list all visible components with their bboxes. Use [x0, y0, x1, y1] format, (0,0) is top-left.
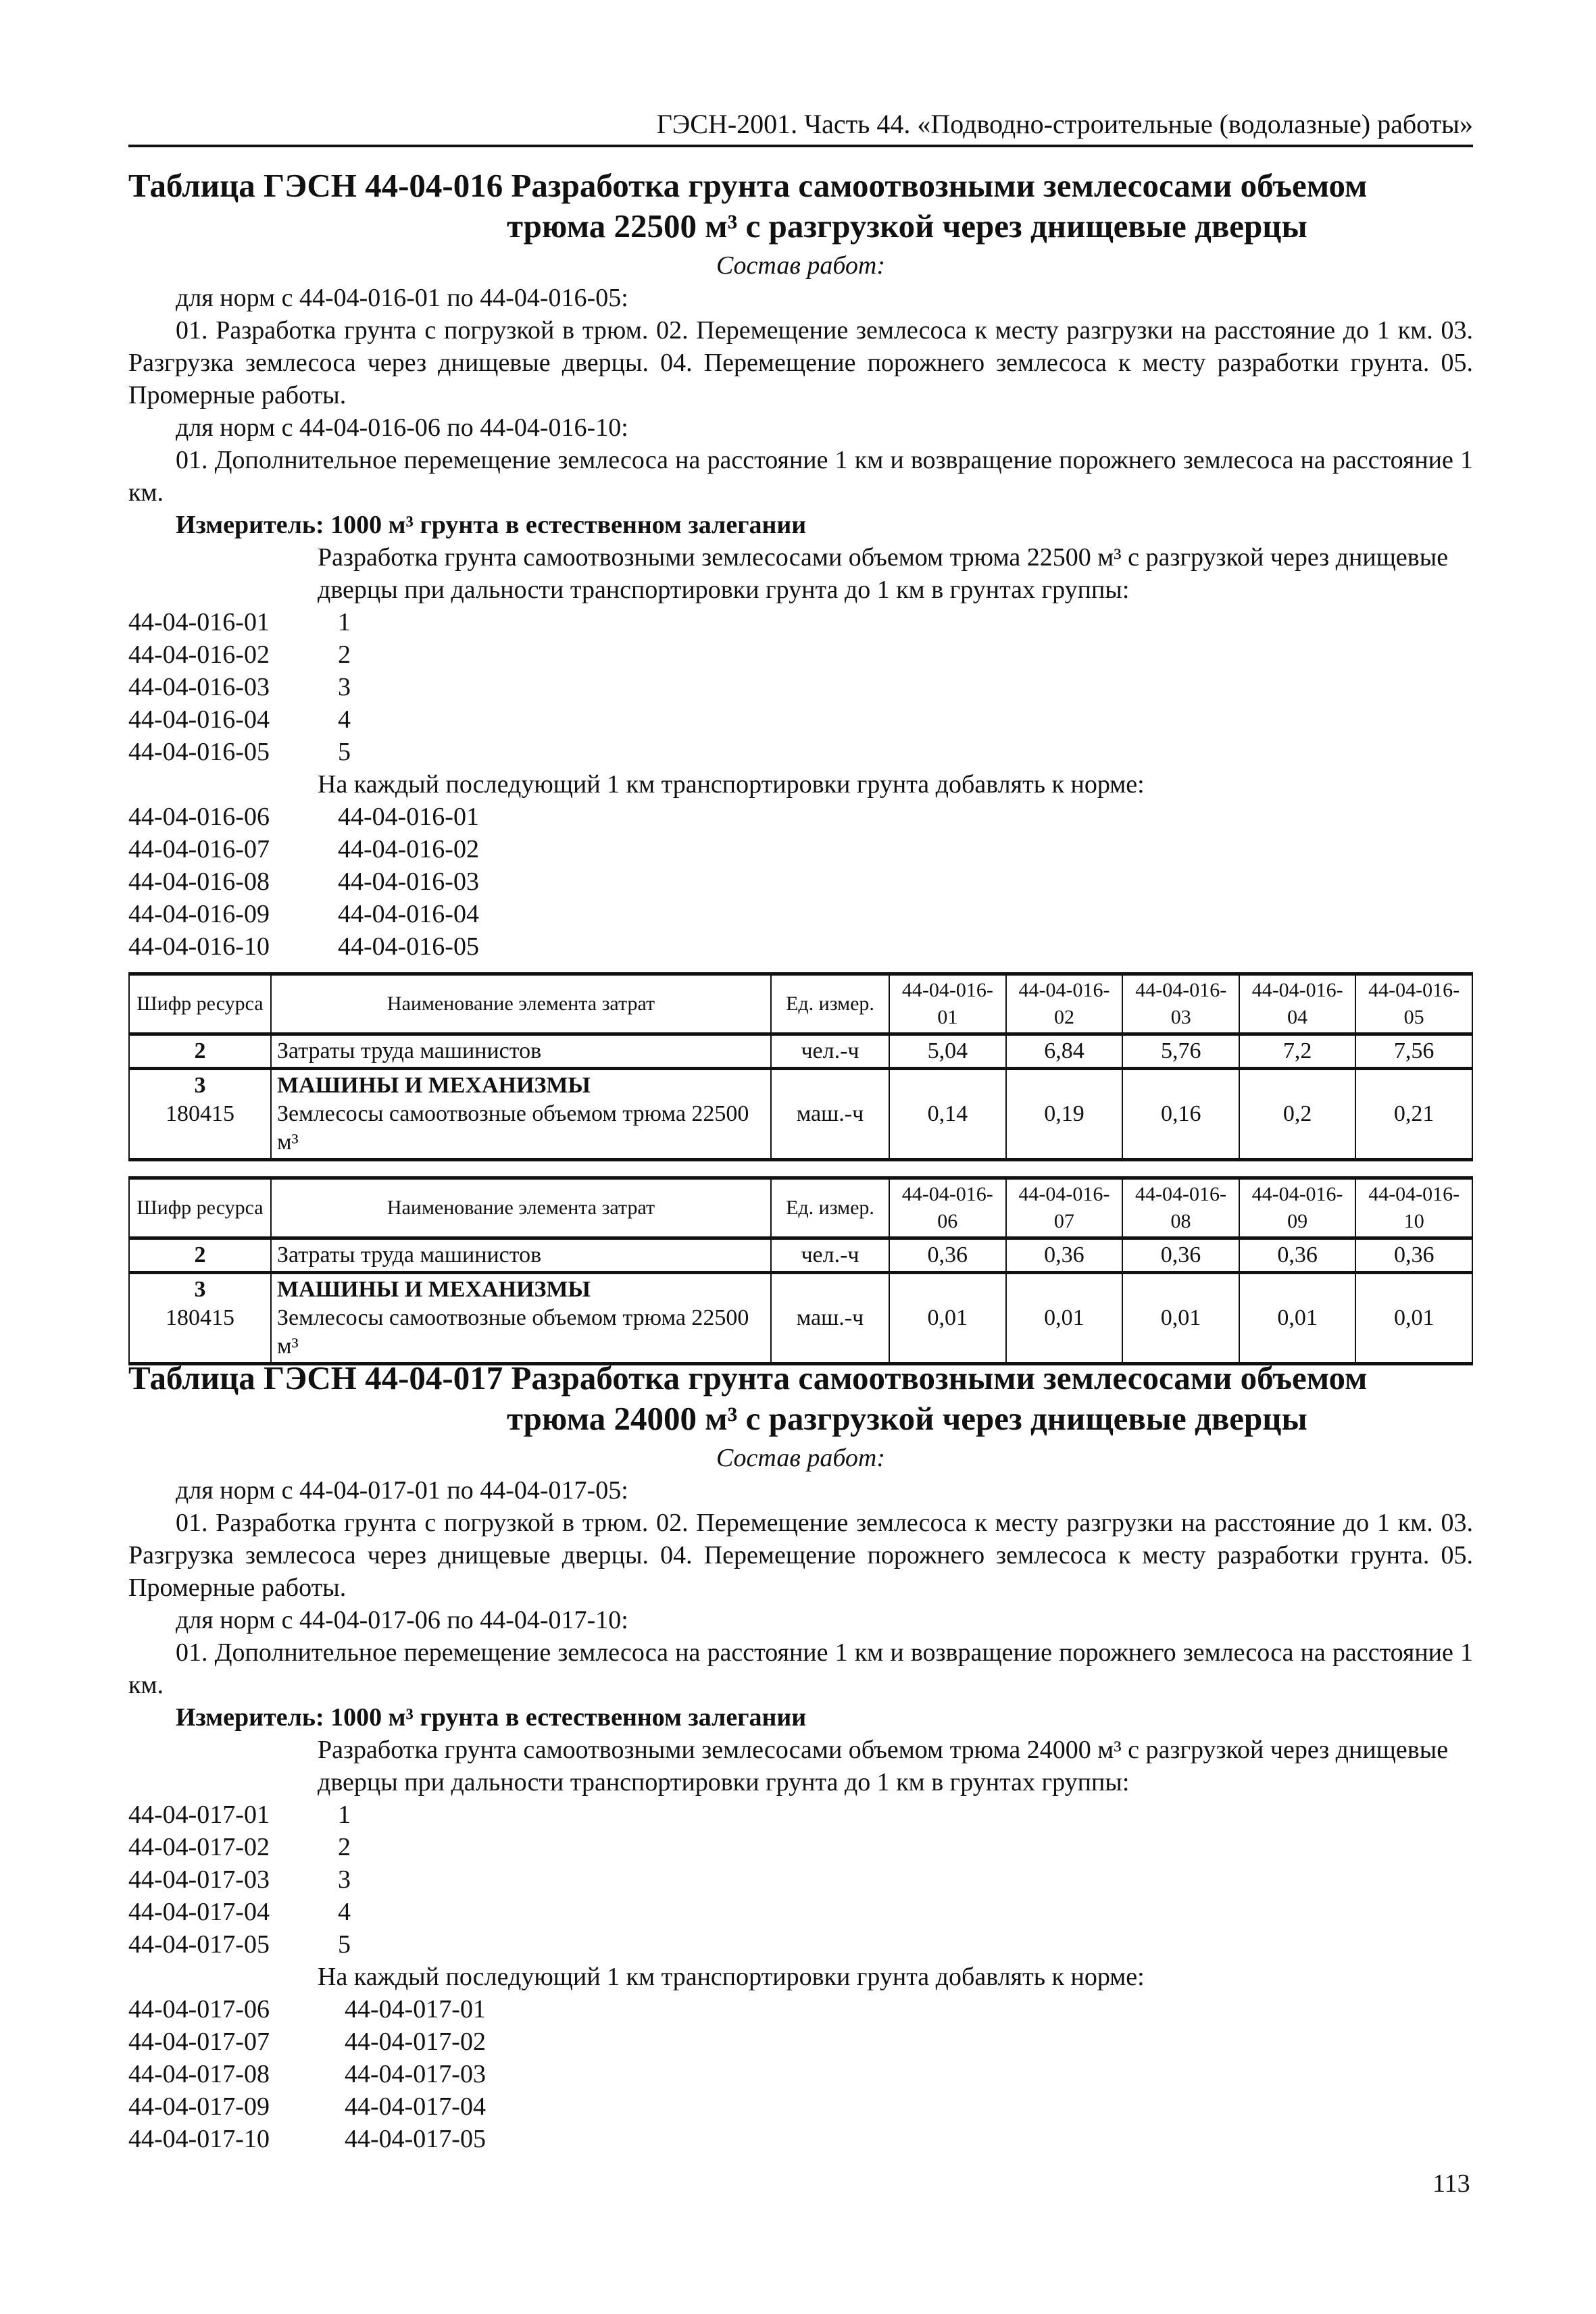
unit: маш.-ч — [771, 1069, 889, 1160]
soil-group: 2 — [338, 1833, 351, 1861]
col-norm: 44-04-016-08 — [1122, 1178, 1239, 1238]
value-cell: 7,56 — [1355, 1034, 1472, 1069]
norm-code: 44-04-017-10 — [128, 2125, 270, 2153]
value-cell: 7,2 — [1239, 1034, 1355, 1069]
col-element-name: Наименование элемента затрат — [271, 1178, 771, 1238]
table-header-row — [129, 974, 1472, 1034]
list-item — [128, 1863, 1473, 1896]
addon-label: На каждый последующий 1 км транспортировки грунта добавлять к норме: — [318, 770, 1145, 799]
value-cell: 0,36 — [889, 1238, 1006, 1273]
addon-label: На каждый последующий 1 км транспортировки грунта добавлять к норме: — [318, 1963, 1145, 1991]
soil-group: 3 — [338, 1865, 351, 1894]
operations-2: 01. Дополнительное перемещение землесоса на расстояние 1 км и возвращение порожнего землесоса на расстояние 1 км. — [128, 1638, 1473, 1699]
value-cell: 5,76 — [1122, 1034, 1239, 1069]
page-number: 113 — [1432, 2169, 1470, 2198]
norm-code: 44-04-017-06 — [128, 1995, 270, 2023]
list-item — [128, 898, 1473, 930]
table-row — [129, 1069, 1472, 1160]
operations-1: 01. Разработка грунта с погрузкой в трюм. 02. Перемещение землесоса к месту разгрузки на расстояние до 1 км. 03. Разгрузка землесоса через днищевые дверцы. 04. Перемещение порожнего землесоса к месту разработки грунта. 05. Промерные работы. — [128, 1509, 1473, 1602]
list-item — [128, 1896, 1473, 1928]
resource-code: 2 — [129, 1238, 271, 1273]
value-cell: 0,36 — [1122, 1238, 1239, 1273]
norm-code: 44-04-016-06 — [128, 803, 270, 831]
norm-code: 44-04-017-08 — [128, 2060, 270, 2088]
value-cell: 0,36 — [1355, 1238, 1472, 1273]
list-item — [128, 2058, 1473, 2090]
table-row — [129, 1034, 1472, 1069]
element-name: Затраты труда машинистов — [271, 1034, 771, 1069]
col-element-name: Наименование элемента затрат — [271, 974, 771, 1034]
running-header: ГЭСН-2001. Часть 44. «Подводно-строительные (водолазные) работы» — [128, 108, 1473, 147]
unit: чел.-ч — [771, 1238, 889, 1273]
scope-2: для норм с 44-04-017-06 по 44-04-017-10: — [176, 1606, 628, 1634]
list-item — [128, 671, 1473, 703]
list-item — [128, 1831, 1473, 1863]
operations-2: 01. Дополнительное перемещение землесоса на расстояние 1 км и возвращение порожнего землесоса на расстояние 1 км. — [128, 446, 1473, 507]
norm-code: 44-04-016-04 — [128, 705, 270, 734]
unit: маш.-ч — [771, 1273, 889, 1364]
soil-group: 4 — [338, 705, 351, 734]
norm-code: 44-04-017-03 — [128, 1865, 270, 1894]
value-cell: 5,04 — [889, 1034, 1006, 1069]
title-line-2: трюма 22500 м³ с разгрузкой через днищевые дверцы — [507, 207, 1307, 245]
addon-codes — [128, 801, 1473, 963]
value-cell: 0,01 — [1006, 1273, 1123, 1364]
soil-group: 1 — [338, 608, 351, 636]
soil-group: 4 — [338, 1898, 351, 1926]
base-norm: 44-04-017-04 — [345, 2092, 486, 2121]
base-norm: 44-04-017-03 — [345, 2060, 486, 2088]
value-cell: 0,01 — [1239, 1273, 1356, 1364]
group-codes — [128, 606, 1473, 768]
section-heading: МАШИНЫ И МЕХАНИЗМЫ — [277, 1073, 591, 1098]
table-header-row — [129, 1178, 1472, 1238]
col-unit: Ед. измер. — [771, 1178, 889, 1238]
element-name — [271, 1069, 771, 1160]
resource-code-value: 180415 — [166, 1305, 234, 1330]
norm-code: 44-04-016-01 — [128, 608, 270, 636]
list-item — [128, 801, 1473, 833]
title-line-1: Таблица ГЭСН 44-04-017 Разработка грунта самоотвозными землесосами объемом — [128, 1359, 1368, 1397]
value-cell: 0,21 — [1355, 1069, 1472, 1160]
value-cell: 0,16 — [1122, 1069, 1239, 1160]
col-norm: 44-04-016-01 — [889, 974, 1006, 1034]
table-row — [129, 1238, 1472, 1273]
resource-code: 2 — [129, 1034, 271, 1069]
norm-code: 44-04-016-02 — [128, 640, 270, 669]
base-norm: 44-04-016-04 — [338, 900, 479, 928]
col-norm: 44-04-016-03 — [1122, 974, 1239, 1034]
soil-group: 1 — [338, 1801, 351, 1829]
element-name — [271, 1273, 771, 1364]
norm-code: 44-04-017-07 — [128, 2028, 270, 2056]
base-norm: 44-04-017-01 — [345, 1995, 486, 2023]
norm-code: 44-04-017-09 — [128, 2092, 270, 2121]
list-item — [128, 1799, 1473, 1831]
norm-code: 44-04-017-04 — [128, 1898, 270, 1926]
base-norm: 44-04-016-05 — [338, 932, 479, 961]
list-item — [128, 1928, 1473, 1961]
col-resource-code: Шифр ресурса — [129, 1178, 271, 1238]
list-item — [128, 930, 1473, 963]
value-cell: 6,84 — [1006, 1034, 1123, 1069]
machine-name: Землесосы самоотвозные объемом трюма 22500 м³ — [277, 1101, 749, 1155]
list-item — [128, 1993, 1473, 2026]
col-unit: Ед. измер. — [771, 974, 889, 1034]
addon-codes — [128, 1993, 1473, 2155]
section-heading: МАШИНЫ И МЕХАНИЗМЫ — [277, 1277, 591, 1302]
operations-1: 01. Разработка грунта с погрузкой в трюм. 02. Перемещение землесоса к месту разгрузки на расстояние до 1 км. 03. Разгрузка землесоса через днищевые дверцы. 04. Перемещение порожнего землесоса к месту разработки грунта. 05. Промерные работы. — [128, 316, 1473, 409]
value-cell: 0,36 — [1006, 1238, 1123, 1273]
value-cell: 0,01 — [1355, 1273, 1472, 1364]
machine-name: Землесосы самоотвозные объемом трюма 22500 м³ — [277, 1305, 749, 1359]
resource-code-value: 180415 — [166, 1101, 234, 1126]
norm-code: 44-04-016-09 — [128, 900, 270, 928]
soil-group: 3 — [338, 673, 351, 701]
composition-label: Состав работ: — [716, 251, 886, 280]
norm-code: 44-04-016-03 — [128, 673, 270, 701]
resource-code — [129, 1069, 271, 1160]
section-code: 3 — [194, 1073, 206, 1098]
value-cell: 0,36 — [1239, 1238, 1356, 1273]
list-item — [128, 606, 1473, 638]
norm-code: 44-04-016-07 — [128, 835, 270, 863]
soil-group: 5 — [338, 1930, 351, 1959]
value-cell: 0,2 — [1239, 1069, 1355, 1160]
norm-code: 44-04-017-02 — [128, 1833, 270, 1861]
title-line-2: трюма 24000 м³ с разгрузкой через днищевые дверцы — [507, 1400, 1307, 1437]
soil-group: 2 — [338, 640, 351, 669]
col-norm: 44-04-016-04 — [1239, 974, 1355, 1034]
list-item — [128, 2090, 1473, 2123]
col-norm: 44-04-016-07 — [1006, 1178, 1123, 1238]
base-norm: 44-04-017-02 — [345, 2028, 486, 2056]
list-item — [128, 2123, 1473, 2155]
col-norm: 44-04-016-09 — [1239, 1178, 1356, 1238]
scope-1: для норм с 44-04-016-01 по 44-04-016-05: — [176, 284, 628, 312]
scope-1: для норм с 44-04-017-01 по 44-04-017-05: — [176, 1476, 628, 1505]
value-cell: 0,14 — [889, 1069, 1006, 1160]
measure-unit: Измеритель: 1000 м³ грунта в естественном залегании — [176, 1703, 807, 1732]
group-codes — [128, 1799, 1473, 1961]
list-item — [128, 2026, 1473, 2058]
section-44-04-017 — [128, 1358, 1473, 2155]
base-norm: 44-04-016-01 — [338, 803, 479, 831]
list-item — [128, 833, 1473, 865]
norm-code: 44-04-016-05 — [128, 738, 270, 766]
resource-table-2 — [128, 1176, 1473, 1365]
value-cell: 0,01 — [889, 1273, 1006, 1364]
title-line-1: Таблица ГЭСН 44-04-016 Разработка грунта самоотвозными землесосами объемом — [128, 167, 1368, 204]
composition-label: Состав работ: — [716, 1444, 886, 1472]
col-norm: 44-04-016-10 — [1355, 1178, 1472, 1238]
base-norm: 44-04-016-03 — [338, 867, 479, 896]
norm-code: 44-04-016-08 — [128, 867, 270, 896]
list-item — [128, 736, 1473, 768]
norm-code: 44-04-017-01 — [128, 1801, 270, 1829]
col-norm: 44-04-016-05 — [1355, 974, 1472, 1034]
table-row — [129, 1273, 1472, 1364]
table-title — [128, 1358, 1473, 1439]
base-norm: 44-04-016-02 — [338, 835, 479, 863]
list-item — [128, 865, 1473, 898]
element-name: Затраты труда машинистов — [271, 1238, 771, 1273]
list-item — [128, 638, 1473, 671]
unit: чел.-ч — [771, 1034, 889, 1069]
col-norm: 44-04-016-02 — [1006, 974, 1123, 1034]
norm-description: Разработка грунта самоотвозными землесосами объемом трюма 22500 м³ с разгрузкой через днищевые дверцы при дальности транспортировки грунта до 1 км в грунтах группы: — [318, 543, 1449, 604]
value-cell: 0,01 — [1122, 1273, 1239, 1364]
section-code: 3 — [194, 1277, 206, 1302]
norm-code: 44-04-017-05 — [128, 1930, 270, 1959]
col-resource-code: Шифр ресурса — [129, 974, 271, 1034]
resource-code — [129, 1273, 271, 1364]
value-cell: 0,19 — [1006, 1069, 1123, 1160]
norm-code: 44-04-016-10 — [128, 932, 270, 961]
table-title — [128, 166, 1473, 247]
soil-group: 5 — [338, 738, 351, 766]
measure-unit: Измеритель: 1000 м³ грунта в естественном залегании — [176, 511, 807, 539]
resource-table-1 — [128, 972, 1473, 1161]
base-norm: 44-04-017-05 — [345, 2125, 486, 2153]
col-norm: 44-04-016-06 — [889, 1178, 1006, 1238]
section-44-04-016 — [128, 166, 1473, 1365]
norm-description: Разработка грунта самоотвозными землесосами объемом трюма 24000 м³ с разгрузкой через днищевые дверцы при дальности транспортировки грунта до 1 км в грунтах группы: — [318, 1736, 1449, 1796]
scope-2: для норм с 44-04-016-06 по 44-04-016-10: — [176, 413, 628, 442]
list-item — [128, 703, 1473, 736]
